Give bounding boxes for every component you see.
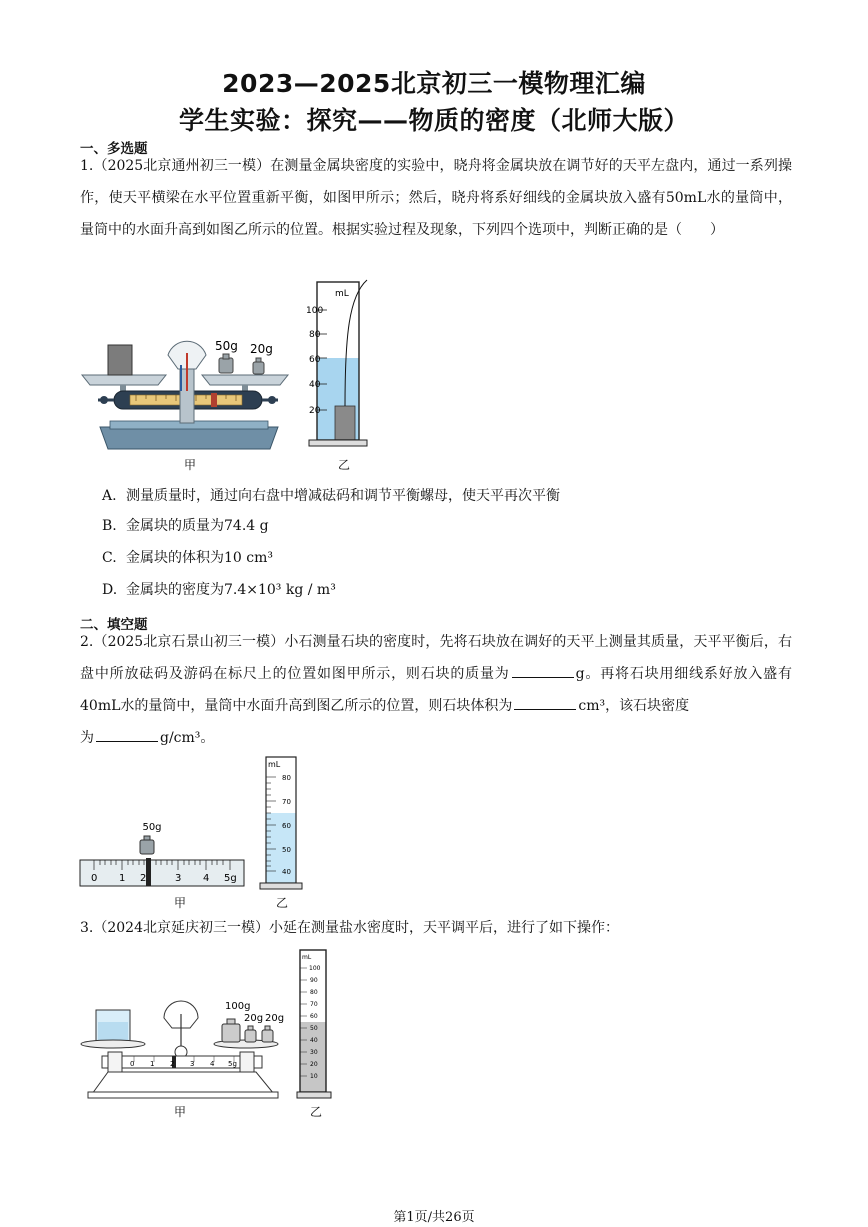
- balance-base: [100, 427, 278, 449]
- q1-option-d-text: 金属块的密度为7.4×10³ kg / m³: [126, 582, 336, 598]
- q3-cylinder-figure: [296, 946, 334, 1100]
- q2-text-part-e: g/cm³。: [160, 730, 215, 746]
- cylinder-unit-label: mL: [302, 954, 312, 961]
- cyl-tick-50: 50: [282, 846, 291, 854]
- weight-50g: [140, 840, 154, 854]
- q2-blank-density[interactable]: [96, 727, 158, 742]
- q1-caption-jia: 甲: [183, 458, 196, 472]
- cylinder-unit-label: mL: [268, 760, 281, 769]
- q3-caption-jia: 甲: [173, 1105, 186, 1119]
- question-1-text: 1.（2025北京通州初三一模）在测量金属块密度的实验中，晓舟将金属块放在调节好的天平左盘内，通过一系列操作，使天平横梁在水平位置重新平衡，如图甲所示；然后，晓舟将系好细线的金属块放入盛有50mL水的量筒中，量筒中的水面升高到如图乙所示的位置。根据实验过程及现象，下列四个选项中，判断正确的是（ ）: [80, 158, 792, 238]
- q1-option-b[interactable]: [102, 516, 269, 536]
- cyl-tick-20: 20: [310, 1061, 318, 1068]
- q2-text-part-a: 2.（2025北京石景山初三一模）小石测量石块的密度时，先将石块放在调好的天平上测量其质量，天平平衡后，右盘中所放砝码及游码在标尺上的位置如图甲所示，则石块的质量为: [80, 634, 792, 682]
- weight-20g-first: [245, 1030, 256, 1042]
- cyl-tick-60: 60: [309, 355, 321, 365]
- cyl-tick-60: 60: [282, 822, 291, 830]
- weight-label-100g: 100g: [225, 1001, 251, 1012]
- section-heading-fill-blank: 二、填空题: [80, 617, 148, 633]
- q2-text-part-d: 为: [80, 730, 94, 746]
- cyl-tick-100: 100: [306, 306, 324, 316]
- weight-label-50g: 50g: [142, 822, 162, 833]
- cyl-tick-40: 40: [310, 1037, 318, 1044]
- cylinder-unit-label: mL: [335, 289, 349, 299]
- ruler-label-4: 4: [210, 1060, 215, 1068]
- weight-label-20g-first: 20g: [244, 1013, 264, 1024]
- cyl-tick-50: 50: [310, 1025, 318, 1032]
- ruler-label-5g: 5g: [224, 873, 237, 884]
- q1-balance-figure: [78, 325, 300, 455]
- q1-option-d-letter: D.: [102, 582, 118, 598]
- q1-option-a-text: 测量质量时，通过向右盘中增减砝码和调节平衡螺母，使天平再次平衡: [126, 488, 560, 504]
- cyl-tick-70: 70: [282, 798, 291, 806]
- q3-balance-figure: [78, 992, 290, 1102]
- ruler-label-4: 4: [203, 873, 210, 884]
- ruler-label-0: 0: [91, 873, 98, 884]
- q1-option-d[interactable]: [102, 580, 336, 600]
- cyl-tick-20: 20: [309, 406, 321, 416]
- q1-cylinder-figure: [305, 276, 377, 452]
- weight-100g: [222, 1024, 240, 1042]
- question-3-text: 3.（2024北京延庆初三一模）小延在测量盐水密度时，天平调平后，进行了如下操作：: [80, 920, 619, 936]
- ruler-label-2: 2: [140, 873, 147, 884]
- ruler-label-0: 0: [130, 1060, 135, 1068]
- q1-option-c-text: 金属块的体积为10 cm³: [126, 550, 273, 566]
- cyl-tick-80: 80: [282, 774, 291, 782]
- weight-label-50g: 50g: [215, 339, 238, 353]
- q2-text-part-b: g。再将石块用细线系好放入盛有40mL水的量筒中，量筒中水面升高到图乙所示的位置，则石块体积为: [80, 666, 792, 714]
- document-title-line1: 2023—2025北京初三一模物理汇编: [222, 69, 646, 98]
- q2-ruler-figure: [78, 818, 246, 890]
- q1-option-b-text: 金属块的质量为74.4 g: [126, 518, 269, 534]
- ruler-label-5g: 5g: [228, 1060, 237, 1068]
- document-title-line2: 学生实验：探究——物质的密度（北师大版）: [178, 106, 689, 135]
- ruler-label-2: 2: [170, 1060, 175, 1068]
- weight-label-20g-second: 20g: [265, 1013, 285, 1024]
- q2-caption-jia: 甲: [173, 896, 186, 910]
- question-2-text: [80, 626, 792, 754]
- page-number-footer: 第1页/共26页: [393, 1210, 475, 1225]
- rider-slider: [146, 858, 151, 886]
- weight-20g: [253, 362, 264, 374]
- cyl-tick-40: 40: [309, 380, 321, 390]
- q1-caption-yi: 乙: [337, 458, 350, 472]
- q1-option-a-letter: A.: [102, 488, 117, 504]
- ruler-label-1: 1: [119, 873, 126, 884]
- q2-text-part-c: cm³，该石块密度: [578, 698, 690, 714]
- metal-block: [108, 345, 132, 375]
- ruler-label-3: 3: [190, 1060, 195, 1068]
- q1-option-a[interactable]: [102, 486, 560, 506]
- weight-20g-second: [262, 1030, 273, 1042]
- q2-cylinder-figure: [258, 753, 304, 893]
- cyl-tick-10: 10: [310, 1073, 318, 1080]
- q1-option-c[interactable]: [102, 548, 273, 568]
- q3-caption-yi: 乙: [309, 1105, 322, 1119]
- q2-caption-yi: 乙: [275, 896, 288, 910]
- cyl-tick-40: 40: [282, 868, 291, 876]
- weight-label-20g: 20g: [250, 342, 273, 356]
- cyl-tick-60: 60: [310, 1013, 318, 1020]
- q2-blank-volume[interactable]: [514, 695, 576, 710]
- q2-blank-mass[interactable]: [512, 663, 574, 678]
- cyl-tick-80: 80: [309, 330, 321, 340]
- cyl-tick-100: 100: [309, 965, 321, 972]
- cyl-tick-90: 90: [310, 977, 318, 984]
- cyl-tick-80: 80: [310, 989, 318, 996]
- q1-option-b-letter: B.: [102, 518, 117, 534]
- ruler-label-1: 1: [150, 1060, 155, 1068]
- metal-block-in-water: [335, 406, 355, 440]
- weight-50g: [219, 358, 233, 373]
- cyl-tick-30: 30: [310, 1049, 318, 1056]
- section-heading-multiple-choice: 一、多选题: [80, 141, 148, 157]
- ruler-label-3: 3: [175, 873, 182, 884]
- cyl-tick-70: 70: [310, 1001, 318, 1008]
- q1-option-c-letter: C.: [102, 550, 117, 566]
